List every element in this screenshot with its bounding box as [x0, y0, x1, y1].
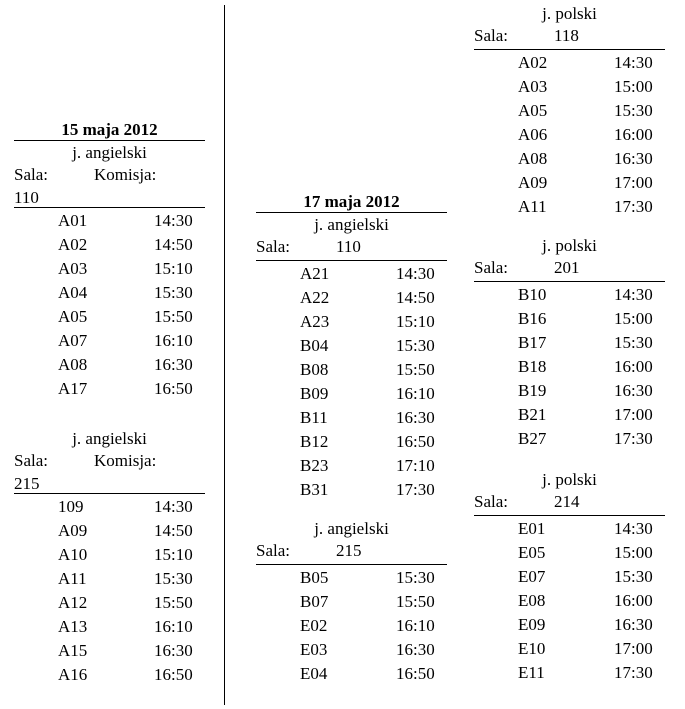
student-code: E02 — [300, 616, 328, 635]
table-row — [14, 663, 205, 687]
exam-time: 16:30 — [614, 381, 653, 400]
exam-group — [474, 469, 665, 685]
day-column-17-may — [256, 191, 447, 683]
exam-time: 16:30 — [154, 355, 193, 374]
table-row — [14, 281, 205, 305]
student-code: B05 — [300, 568, 329, 587]
table-row — [14, 209, 205, 233]
student-code: E11 — [518, 663, 545, 682]
exam-time: 17:30 — [614, 429, 653, 448]
exam-time: 15:50 — [154, 593, 193, 612]
exam-time: 17:10 — [396, 456, 435, 475]
student-code: A03 — [58, 259, 88, 278]
table-row — [474, 355, 665, 379]
exam-time: 14:30 — [154, 497, 193, 516]
student-code: A12 — [58, 593, 88, 612]
exam-time: 16:10 — [154, 617, 193, 636]
student-code: E01 — [518, 519, 546, 538]
exam-time: 15:10 — [396, 312, 435, 331]
student-code: A22 — [300, 288, 330, 307]
group-rule — [14, 207, 205, 208]
table-row — [14, 495, 205, 519]
student-code: E10 — [518, 639, 546, 658]
day-title-rule — [256, 212, 447, 213]
schedule-rows — [256, 566, 447, 686]
table-row — [14, 353, 205, 377]
language-label: j. angielski — [72, 429, 147, 448]
table-row — [256, 590, 447, 614]
exam-time: 16:30 — [396, 640, 435, 659]
exam-time: 14:50 — [396, 288, 435, 307]
table-row — [474, 565, 665, 589]
student-code: E09 — [518, 615, 546, 634]
table-row — [256, 566, 447, 590]
exam-group — [474, 3, 665, 219]
student-code: 109 — [58, 497, 84, 516]
student-code: B08 — [300, 360, 329, 379]
exam-group — [256, 518, 447, 686]
day-column-15-may — [14, 119, 205, 684]
group-rule — [14, 493, 205, 494]
table-row — [256, 430, 447, 454]
student-code: B07 — [300, 592, 329, 611]
table-row — [14, 543, 205, 567]
sala-row — [474, 25, 665, 49]
table-row — [14, 233, 205, 257]
student-code: A05 — [58, 307, 88, 326]
sala-label: Sala: — [14, 451, 48, 470]
room-number: 215 — [336, 541, 362, 560]
exam-time: 17:30 — [614, 663, 653, 682]
exam-time: 14:50 — [154, 521, 193, 540]
student-code: A09 — [58, 521, 88, 540]
exam-time: 17:00 — [614, 639, 653, 658]
student-code: A08 — [518, 149, 548, 168]
student-code: E07 — [518, 567, 546, 586]
table-row — [474, 589, 665, 613]
sala-label: Sala: — [474, 26, 508, 45]
table-row — [474, 403, 665, 427]
room-number: 201 — [554, 258, 580, 277]
exam-time: 16:10 — [396, 616, 435, 635]
exam-time: 14:50 — [154, 235, 193, 254]
student-code: B04 — [300, 336, 329, 355]
exam-time: 16:30 — [154, 641, 193, 660]
exam-time: 16:50 — [396, 664, 435, 683]
student-code: A23 — [300, 312, 330, 331]
student-code: A02 — [518, 53, 548, 72]
exam-time: 17:30 — [396, 480, 435, 499]
exam-time: 15:30 — [614, 567, 653, 586]
student-code: A16 — [58, 665, 88, 684]
table-row — [256, 662, 447, 686]
table-row — [474, 517, 665, 541]
sala-row — [474, 257, 665, 281]
table-row — [474, 427, 665, 451]
table-row — [14, 519, 205, 543]
sala-label: Sala: — [474, 492, 508, 511]
table-row — [474, 171, 665, 195]
exam-time: 14:30 — [614, 53, 653, 72]
exam-time: 15:30 — [614, 101, 653, 120]
schedule-rows — [474, 517, 665, 685]
language-label: j. angielski — [314, 215, 389, 234]
table-row — [474, 661, 665, 685]
exam-time: 15:30 — [396, 568, 435, 587]
table-row — [256, 638, 447, 662]
student-code: A05 — [518, 101, 548, 120]
table-row — [256, 310, 447, 334]
sala-row — [474, 491, 665, 515]
language-label: j. angielski — [72, 143, 147, 162]
student-code: E08 — [518, 591, 546, 610]
exam-time: 16:50 — [396, 432, 435, 451]
exam-time: 15:00 — [614, 543, 653, 562]
table-row — [14, 329, 205, 353]
student-code: B31 — [300, 480, 329, 499]
group-rule — [474, 281, 665, 282]
table-row — [14, 377, 205, 401]
student-code: B23 — [300, 456, 329, 475]
student-code: A11 — [518, 197, 547, 216]
exam-time: 15:30 — [396, 336, 435, 355]
sala-komisja-row — [14, 164, 205, 188]
exam-time: 16:00 — [614, 357, 653, 376]
exam-group — [14, 428, 205, 687]
table-row — [256, 454, 447, 478]
day-title-rule — [14, 140, 205, 141]
column-divider — [224, 5, 225, 705]
exam-time: 17:00 — [614, 173, 653, 192]
exam-time: 16:50 — [154, 665, 193, 684]
exam-time: 16:10 — [396, 384, 435, 403]
table-row — [474, 541, 665, 565]
group-rule — [256, 260, 447, 261]
exam-time: 17:00 — [614, 405, 653, 424]
table-row — [14, 615, 205, 639]
komisja-label: Komisja: — [94, 165, 157, 184]
student-code: A08 — [58, 355, 88, 374]
table-row — [474, 75, 665, 99]
room-number: 214 — [554, 492, 580, 511]
table-row — [14, 567, 205, 591]
student-code: B10 — [518, 285, 547, 304]
day-title: 17 maja 2012 — [303, 192, 400, 211]
table-row — [256, 286, 447, 310]
student-code: A17 — [58, 379, 88, 398]
table-row — [256, 262, 447, 286]
schedule-rows — [256, 262, 447, 502]
student-code: A06 — [518, 125, 548, 144]
room-number: 215 — [14, 474, 40, 493]
table-row — [474, 123, 665, 147]
exam-time: 15:30 — [614, 333, 653, 352]
exam-time: 15:10 — [154, 259, 193, 278]
student-code: A11 — [58, 569, 87, 588]
sala-row — [256, 540, 447, 564]
student-code: A15 — [58, 641, 88, 660]
exam-time: 16:30 — [614, 149, 653, 168]
exam-time: 16:30 — [614, 615, 653, 634]
group-rule — [474, 515, 665, 516]
table-row — [474, 99, 665, 123]
table-row — [474, 283, 665, 307]
sala-label: Sala: — [474, 258, 508, 277]
table-row — [474, 147, 665, 171]
exam-time: 14:30 — [614, 519, 653, 538]
komisja-label: Komisja: — [94, 451, 157, 470]
table-row — [256, 334, 447, 358]
table-row — [14, 257, 205, 281]
exam-time: 16:30 — [396, 408, 435, 427]
student-code: B11 — [300, 408, 328, 427]
table-row — [474, 195, 665, 219]
exam-time: 15:00 — [614, 309, 653, 328]
room-number: 110 — [14, 188, 39, 207]
student-code: B27 — [518, 429, 547, 448]
student-code: E05 — [518, 543, 546, 562]
exam-time: 14:30 — [614, 285, 653, 304]
exam-group — [256, 214, 447, 502]
student-code: A09 — [518, 173, 548, 192]
exam-time: 15:50 — [154, 307, 193, 326]
student-code: A04 — [58, 283, 88, 302]
schedule-rows — [474, 283, 665, 451]
exam-time: 17:30 — [614, 197, 653, 216]
table-row — [256, 382, 447, 406]
exam-time: 15:30 — [154, 569, 193, 588]
schedule-rows — [474, 51, 665, 219]
exam-time: 15:30 — [154, 283, 193, 302]
table-row — [474, 307, 665, 331]
student-code: A13 — [58, 617, 88, 636]
student-code: B09 — [300, 384, 329, 403]
table-row — [14, 305, 205, 329]
sala-label: Sala: — [14, 165, 48, 184]
exam-time: 16:50 — [154, 379, 193, 398]
table-row — [256, 614, 447, 638]
student-code: A21 — [300, 264, 330, 283]
student-code: B19 — [518, 381, 547, 400]
table-row — [256, 478, 447, 502]
exam-time: 16:10 — [154, 331, 193, 350]
group-rule — [256, 564, 447, 565]
student-code: E03 — [300, 640, 328, 659]
sala-label: Sala: — [256, 237, 290, 256]
exam-group — [474, 235, 665, 451]
exam-time: 15:50 — [396, 360, 435, 379]
language-label: j. polski — [542, 4, 597, 23]
table-row — [14, 591, 205, 615]
table-row — [474, 637, 665, 661]
exam-time: 15:10 — [154, 545, 193, 564]
student-code: A07 — [58, 331, 88, 350]
student-code: A10 — [58, 545, 88, 564]
table-row — [474, 331, 665, 355]
exam-time: 14:30 — [396, 264, 435, 283]
table-row — [474, 51, 665, 75]
table-row — [474, 613, 665, 637]
student-code: A02 — [58, 235, 88, 254]
exam-group — [14, 142, 205, 401]
student-code: B16 — [518, 309, 547, 328]
room-number: 118 — [554, 26, 579, 45]
table-row — [474, 379, 665, 403]
table-row — [256, 358, 447, 382]
table-row — [14, 639, 205, 663]
student-code: E04 — [300, 664, 328, 683]
student-code: B18 — [518, 357, 547, 376]
language-label: j. angielski — [314, 519, 389, 538]
sala-row — [256, 236, 447, 260]
exam-time: 15:00 — [614, 77, 653, 96]
language-label: j. polski — [542, 470, 597, 489]
exam-time: 16:00 — [614, 125, 653, 144]
exam-time: 15:50 — [396, 592, 435, 611]
table-row — [256, 406, 447, 430]
student-code: A01 — [58, 211, 88, 230]
group-rule — [474, 49, 665, 50]
language-label: j. polski — [542, 236, 597, 255]
schedule-rows — [14, 495, 205, 687]
student-code: B12 — [300, 432, 329, 451]
student-code: B21 — [518, 405, 547, 424]
exam-time: 16:00 — [614, 591, 653, 610]
schedule-rows — [14, 209, 205, 401]
room-number: 110 — [336, 237, 361, 256]
day-title: 15 maja 2012 — [61, 120, 158, 139]
exam-time: 14:30 — [154, 211, 193, 230]
student-code: B17 — [518, 333, 547, 352]
sala-komisja-row — [14, 450, 205, 474]
student-code: A03 — [518, 77, 548, 96]
sala-label: Sala: — [256, 541, 290, 560]
